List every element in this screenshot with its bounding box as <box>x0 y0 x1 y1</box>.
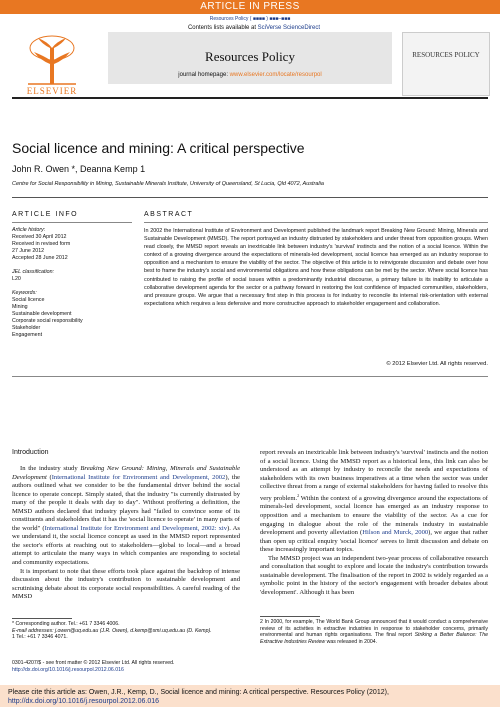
citation-link[interactable]: Hilson and Murck, 2000 <box>362 529 429 537</box>
paragraph: It is important to note that these efforts took place against the backdrop of intense discussion about the industry's contribution to sustainable development and scrutinising debate about its corporate social responsibilities. A careful reading of the MMSD <box>12 567 240 601</box>
elsevier-tree-icon <box>22 34 82 86</box>
journal-reference: Resources Policy ( ■■■■ ) ■■■–■■■ <box>209 16 291 22</box>
history-label: Article history: <box>12 227 46 233</box>
footnotes-left <box>12 621 240 641</box>
abstract-copyright: © 2012 Elsevier Ltd. All rights reserved. <box>386 361 488 367</box>
cover-title: RESOURCES POLICY <box>412 51 480 59</box>
contents-line <box>108 25 400 31</box>
citation-link[interactable]: International Institute for Environment and Development, 2002 <box>51 473 226 481</box>
contents-prefix: Contents lists available at <box>187 25 258 31</box>
paragraph: In the industry study Breaking New Ground: Mining, Minerals and Sustainable Development (International Institute for Environment and Development, 2002), the authors outlined what we consider to be the fundamental driver behind the social licence to operate concept. Simply stated, that the industry "is currently distrusted by many of the people it deals with day to day". Without proffering a definition, the MMSD authors declared that industry players had "failed to convince some of its constituents and stakeholders that it has the 'social licence to operate' in many parts of the world" (International Institute for Environment and Development, 2002: xiv). As we understand it, the social licence concept as used in the MMSD report represented the sector's efforts at reaching out to stakeholders—global to local—and a broad attempt to articulate the many ways in which companies are responding to societal and community expectations. <box>12 465 241 567</box>
article-authors: John R. Owen *, Deanna Kemp 1 <box>12 164 146 174</box>
affiliation: Centre for Social Responsibility in Mining, Sustainable Minerals Institute, University of Queensland, St Lucia, Qld 4072, Australia <box>12 181 324 187</box>
keyword: Stakeholder <box>12 325 41 331</box>
abstract-bottom-rule <box>12 376 488 377</box>
keyword: Engagement <box>12 332 43 338</box>
article-in-press-banner: ARTICLE IN PRESS <box>0 0 500 14</box>
history-item: Received 30 April 2012 <box>12 234 67 240</box>
jel-code: L20 <box>12 276 21 282</box>
paragraph: The MMSD project was an independent two-year process of collaborative research and consultation that sought to explore and locate the industry's contribution towards sustainable development. The finalisation of the report in 2002 is widely regarded as a symbolic point in the history of the sector's engagement with broader debates about 'development'. Although it has been <box>260 554 488 596</box>
citation-link[interactable]: International Institute for Environment and Development, 2002: xiv <box>44 524 228 532</box>
footnote-2: 2 In 2000, for example, The World Bank Group announced that it would conduct a comprehensive review of its activities in extractive industries in response to stakeholder concerns, primarily environmental and human rights organisations. The final report Striking a Better Balance: The Extractive Industries Review was released in 2004. <box>260 619 488 645</box>
history-item: 27 June 2012 <box>12 248 45 254</box>
citation-text: Please cite this article as: Owen, J.R., Kemp, D., Social licence and mining: A critical perspective. Resources Policy (2012), http://dx.doi.org/10.1016/j.resourpol.2012.06.016 <box>8 689 389 705</box>
sciencedirect-link[interactable]: SciVerse ScienceDirect <box>257 25 321 31</box>
article-info-rule <box>12 222 132 223</box>
jel-label: JEL classification: <box>12 269 55 275</box>
article-info <box>12 227 132 339</box>
title-rule <box>12 197 488 198</box>
keywords-label: Keywords: <box>12 290 37 296</box>
issn-line: 0301-4207/$ - see front matter © 2012 Elsevier Ltd. All rights reserved. <box>12 660 175 666</box>
citation-bar <box>0 685 500 707</box>
header-rule <box>12 97 488 99</box>
article-title: Social licence and mining: A critical perspective <box>12 140 305 156</box>
journal-homepage <box>108 72 392 78</box>
abstract-heading: ABSTRACT <box>144 211 194 218</box>
footnote-rule-right <box>260 616 320 617</box>
footnote-rule-left <box>12 618 72 619</box>
keyword: Social licence <box>12 297 45 303</box>
email-addresses: E-mail addresses: j.owen@uq.edu.au (J.R. Owen), d.kemp@smi.uq.edu.au (D. Kemp). <box>12 627 212 634</box>
keyword: Mining <box>12 304 28 310</box>
introduction-heading: Introduction <box>12 449 49 456</box>
history-item: Received in revised form <box>12 241 71 247</box>
abstract-text: In 2002 the International Institute of Environment and Development published the landmark report Breaking New Ground: Mining, Minerals and Sustainable Development (MMSD). The report portrayed an industry distrusted by stakeholders and under threat from opposition groups. When read closely, the MMSD report reveals an inextricable link between industry's 'survival' instincts and the notion of a social licence. Within the context of a growing divergence around the expectations of minerals-led development, social licence has emerged as an industry response to opposition and a mechanism to ensure the viability of the sector. The objective of this article is to reinvigorate discussion and debate over how best to frame the industry's social and environmental obligations and how these obligations can be met by the sector. Where social licence has contributed to raising the profile of social issues within a predominantly industrial discourse, a primary failure is its inability to articulate a collaborative development agenda for the sector or a pathway forward in restoring the lost confidence of impacted communities, stakeholders, and pressure groups. We argue that a necessary first step in this process is for industry to reconcile its internal risk-orientation with external expectations which requires a less defensive and more constructive approach to stakeholder engagement and collaboration. <box>144 228 488 307</box>
journal-name: Resources Policy <box>205 49 295 64</box>
abstract-rule <box>144 222 488 223</box>
body-column-left <box>12 465 240 602</box>
article-info-heading: ARTICLE INFO <box>12 211 79 218</box>
corresponding-author: * Corresponding author. Tel.: +61 7 3346 4006. <box>12 621 120 627</box>
keyword: Corporate social responsibility <box>12 318 83 324</box>
citation-doi-link[interactable]: http://dx.doi.org/10.1016/j.resourpol.2012.06.016 <box>8 698 159 705</box>
elsevier-logo <box>12 34 92 96</box>
author-telephone: 1 Tel.: +61 7 3346 4071. <box>12 634 68 641</box>
history-item: Accepted 28 June 2012 <box>12 255 68 261</box>
front-matter <box>12 660 312 674</box>
paragraph: report reveals an inextricable link between industry's 'survival' instincts and the notion of a social licence. Using the MMSD report as a historical lens, this link can also be understood as an attempt by industry to reconcile the needs and expectations of stakeholders with its own business imperatives at a time when the sector was under collective threat from a range of external stakeholders for having failed to resolve this very problem.$^2$ Within the context of a growing divergence around the expectations of minerals-led development, social licence has emerged as an industry response to opposition and a mechanism to ensure the viability of the sector. As a cue for engaging in dialogue about the role of the minerals industry in sustainable development and poverty alleviation (Hilson and Murck, 2000), we argue that rather than open up critical enquiry 'social licence' serves to limit discussion and debate on these increasingly important topics. <box>260 449 488 554</box>
publisher-name: ELSEVIER <box>26 86 78 96</box>
homepage-link[interactable]: www.elsevier.com/locate/resourpol <box>229 72 322 78</box>
doi-link[interactable]: http://dx.doi.org/10.1016/j.resourpol.2012.06.016 <box>12 667 124 673</box>
homepage-prefix: journal homepage: <box>178 72 230 78</box>
keyword: Sustainable development <box>12 311 72 317</box>
journal-cover-thumbnail <box>402 32 490 96</box>
body-column-right <box>260 449 488 597</box>
